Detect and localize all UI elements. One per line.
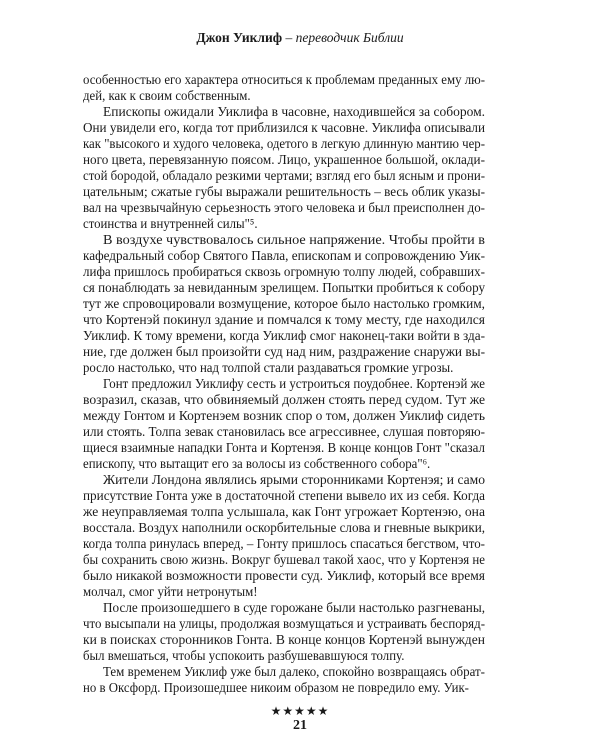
paragraph — [83, 664, 485, 696]
text-line — [83, 312, 485, 328]
text-line — [83, 488, 485, 504]
text-line — [83, 536, 485, 552]
text-line-content: щиеся взаимные нападки Гонта и Кортенэя. В конце концов Гонт "сказал — [83, 440, 485, 455]
text-line-content: В воздухе чувствовалось сильное напряжение. Чтобы пройти в — [103, 232, 485, 247]
text-line-content: был вмешаться, чтобы успокоить разбушевавшуюся толпу. — [83, 648, 405, 663]
text-line — [83, 184, 485, 200]
text-line-content: особенностью его характера относиться к проблемам преданных ему лю- — [83, 72, 485, 87]
text-line — [83, 520, 485, 536]
text-line — [83, 504, 485, 520]
text-line-content: когда толпа ринулась вперед, – Гонту пришлось спасаться бегством, что- — [83, 536, 485, 551]
text-line-content: Епископы ожидали Уиклифа в часовне, находившейся за собором. — [103, 104, 485, 119]
text-line — [83, 168, 485, 184]
text-line — [83, 440, 485, 456]
text-line-content: ного цвета, перевязанную поясом. Лицо, украшенное большой, оклади- — [83, 152, 485, 167]
text-line-content: стоинства и внутренней силы"⁵. — [83, 216, 258, 231]
text-line — [83, 552, 485, 568]
paragraph — [83, 376, 485, 472]
header-subtitle: переводчик Библии — [295, 30, 404, 45]
text-line-content: ки в поисках сторонников Гонта. В конце концов Кортенэй вынужден — [83, 632, 485, 647]
text-line — [83, 392, 485, 408]
text-line-content: как "высокого и худого человека, одетого в легкую длинную мантию чер- — [83, 136, 485, 151]
text-line — [83, 648, 485, 664]
text-line-content: дей, как к своим собственным. — [83, 88, 251, 103]
page-footer — [0, 704, 600, 734]
paragraph — [83, 472, 485, 600]
text-line-content: но в Оксфорд. Произошедшее никоим образом не повредило ему. Уик- — [83, 680, 469, 695]
text-line — [83, 424, 485, 440]
text-line-content: возразил, сказав, что обвиняемый должен стоять перед судом. Тут же — [83, 392, 485, 407]
text-line-content: Уиклиф. К тому времени, когда Уиклиф смог наконец-таки войти в зда- — [83, 328, 485, 343]
running-header — [0, 30, 600, 46]
header-author: Джон Уиклиф — [196, 30, 283, 45]
text-line — [83, 296, 485, 312]
text-line — [83, 328, 485, 344]
text-line-content: было никакой возможности провести суд. Уиклиф, который все время — [83, 568, 485, 583]
text-line-content: стой бородой, обладало резкими чертами; взгляд его был ясным и прони- — [83, 168, 485, 183]
text-line-content: же неуправляемая толпа услышала, как Гонт угрожает Кортенэю, она — [83, 504, 485, 519]
text-line — [83, 408, 485, 424]
text-line — [83, 120, 485, 136]
text-line-content: ся понаблюдать за невиданным зрелищем. Попытки пробиться к собору — [83, 280, 485, 295]
text-line-content: что высыпали на улицы, продолжая возмущаться и устраивать беспоряд- — [83, 616, 485, 631]
paragraph — [83, 600, 485, 664]
paragraph — [83, 72, 485, 104]
page-body-text — [83, 72, 485, 696]
text-line — [83, 72, 485, 88]
text-line-content: вал на чрезвычайную серьезность этого человека и был преисполнен до- — [83, 200, 485, 215]
text-line — [83, 616, 485, 632]
text-line-content: росло настолько, что над толпой стали раздаваться громкие угрозы. — [83, 360, 454, 375]
text-line — [83, 280, 485, 296]
text-line — [83, 664, 485, 680]
text-line — [83, 568, 485, 584]
text-line-content: ние, где должен был произойти суд над ним, раздражение снаружи вы- — [83, 344, 485, 359]
text-line-content: восстала. Воздух наполнили оскорбительные слова и гневные выкрики, — [83, 520, 485, 535]
text-line-content: между Гонтом и Кортенэем возник спор о том, должен Уиклиф сидеть — [83, 408, 485, 423]
text-line — [83, 152, 485, 168]
text-line — [83, 344, 485, 360]
text-line — [83, 200, 485, 216]
paragraph — [83, 104, 485, 232]
text-line-content: присутствие Гонта уже в достаточной степени вывело их из себя. Когда — [83, 488, 485, 503]
text-line — [83, 632, 485, 648]
star-ornament: ★★★★★ — [270, 704, 330, 718]
text-line — [83, 472, 485, 488]
page-number: 21 — [293, 718, 307, 733]
text-line-content: или стоять. Толпа зевак становилась все агрессивнее, слушая повторяю- — [83, 424, 485, 439]
text-line-content: цательным; сжатые губы выражали решительность – весь облик указы- — [83, 184, 485, 199]
text-line-content: Тем временем Уиклиф уже был далеко, спокойно возвращаясь обрат- — [103, 664, 485, 679]
text-line — [83, 456, 485, 472]
text-line — [83, 264, 485, 280]
text-line — [83, 600, 485, 616]
text-line-content: что Кортенэй покинул здание и помчался к тому месту, где находился — [83, 312, 485, 327]
text-line-content: бы сохранить свою жизнь. Вокруг бушевал такой хаос, что у Кортенэя не — [83, 552, 485, 567]
paragraph — [83, 232, 485, 376]
text-line-content: епископу, что вытащит его за волосы из собственного собора"⁶. — [83, 456, 431, 471]
text-line — [83, 216, 485, 232]
text-line — [83, 232, 485, 248]
text-line — [83, 376, 485, 392]
text-line — [83, 104, 485, 120]
text-line-content: молчал, смог уйти нетронутым! — [83, 584, 258, 599]
text-line-content: После произошедшего в суде горожане были настолько разгневаны, — [103, 600, 485, 615]
text-line-content: Они увидели его, когда тот приблизился к часовне. Уиклифа описывали — [83, 120, 485, 135]
text-line — [83, 88, 485, 104]
text-line — [83, 680, 485, 696]
text-line — [83, 360, 485, 376]
text-line — [83, 584, 485, 600]
text-line-content: тут же спровоцировали возмущение, которое было настолько громким, — [83, 296, 485, 311]
text-line-content: Жители Лондона являлись ярыми сторонниками Кортенэя; и само — [103, 472, 485, 487]
text-line — [83, 248, 485, 264]
text-line — [83, 136, 485, 152]
header-dash: – — [282, 30, 296, 45]
text-line-content: Гонт предложил Уиклифу сесть и устроиться поудобнее. Кортенэй же — [103, 376, 485, 391]
text-line-content: лифа пришлось пробираться сквозь огромную толпу людей, собравших- — [83, 264, 485, 279]
text-line-content: кафедральный собор Святого Павла, епископам и сопровождению Уик- — [83, 248, 485, 263]
